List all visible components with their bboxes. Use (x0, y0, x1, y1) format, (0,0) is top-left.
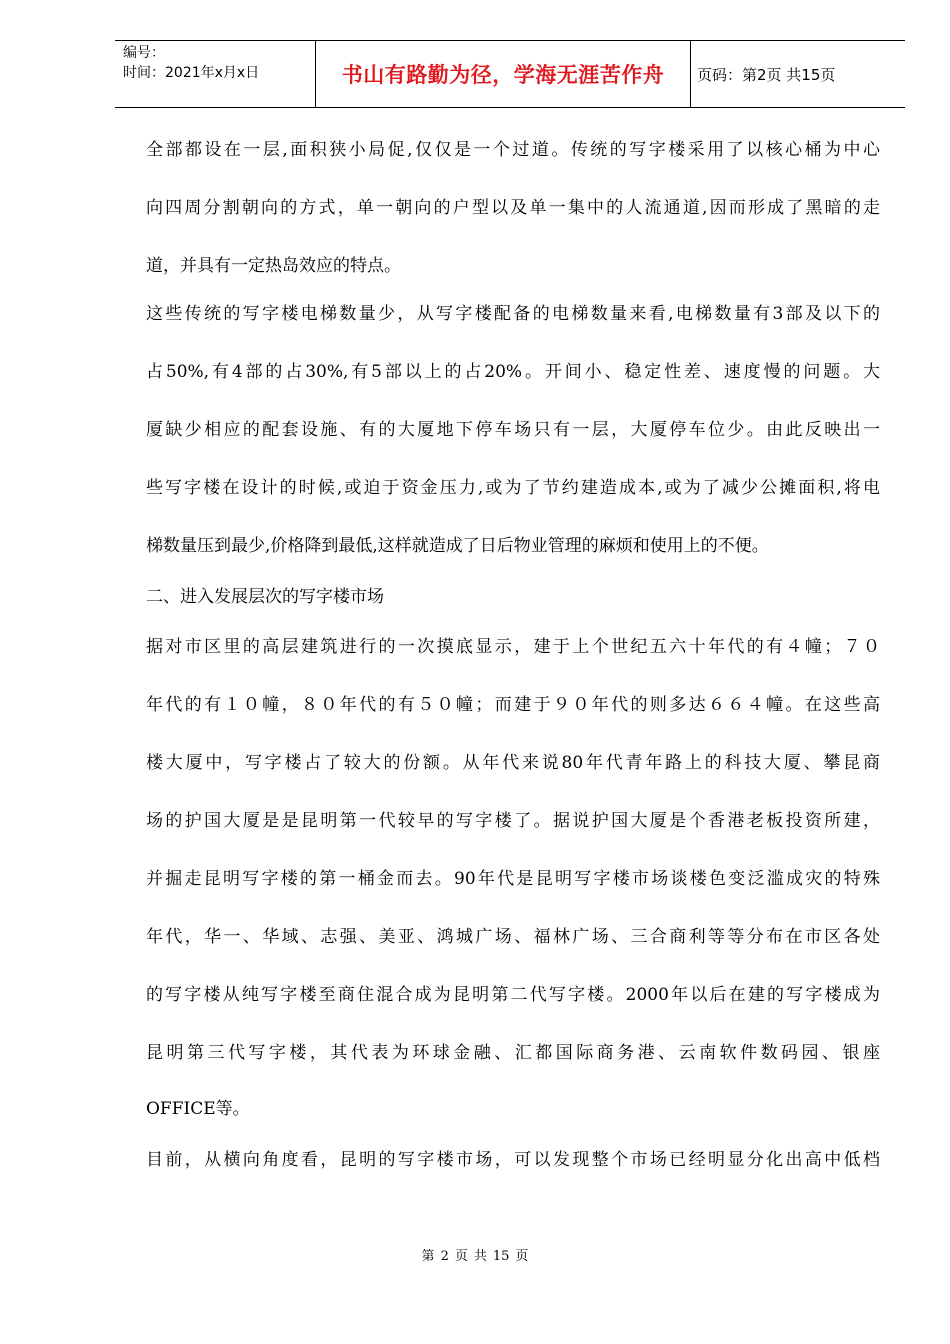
text-line: 道，并具有一定热岛效应的特点。 (146, 256, 401, 276)
footer-text: 页 (515, 1249, 529, 1264)
text-line: OFFICE等。 (146, 1099, 250, 1119)
text-line: 全部都设在一层,面积狭小局促,仅仅是一个过道。传统的写字楼采用了以核心桶为中心 (146, 140, 880, 160)
page-footer (0, 1245, 950, 1264)
header-page-code: 页码：第2页 共15页 (697, 65, 836, 84)
footer-text: 共 (473, 1249, 487, 1264)
text-line: 些写字楼在设计的时候,或迫于资金压力,或为了节约建造成本,或为了减少公摊面积,将电 (146, 478, 880, 498)
header-divider (315, 41, 316, 107)
page-header (115, 40, 905, 108)
text-line: 昆明第三代写字楼，其代表为环球金融、汇都国际商务港、云南软件数码园、银座 (146, 1043, 880, 1063)
text-line: 的写字楼从纯写字楼至商住混合成为昆明第二代写字楼。2000年以后在建的写字楼成为 (146, 985, 880, 1005)
section-heading: 二、进入发展层次的写字楼市场 (146, 587, 384, 607)
header-meta (123, 43, 259, 83)
text-line: 场的护国大厦是是昆明第一代较早的写字楼了。据说护国大厦是个香港老板投资所建， (146, 811, 880, 831)
text-line: 楼大厦中，写字楼占了较大的份额。从年代来说80年代青年路上的科技大厦、攀昆商 (146, 753, 880, 773)
header-motto: 书山有路勤为径，学海无涯苦作舟 (341, 63, 665, 87)
text-line: 并掘走昆明写字楼的第一桶金而去。90年代是昆明写字楼市场谈楼色变泛滥成灾的特殊 (146, 869, 880, 889)
text-line: 年代的有１０幢，８０年代的有５０幢；而建于９０年代的则多达６６４幢。在这些高 (146, 695, 880, 715)
footer-page-number: 2 (440, 1249, 449, 1264)
text-line: 厦缺少相应的配套设施、有的大厦地下停车场只有一层，大厦停车位少。由此反映出一 (146, 420, 880, 440)
code-label: 编号： (123, 45, 165, 61)
text-line: 目前，从横向角度看，昆明的写字楼市场，可以发现整个市场已经明显分化出高中低档 (146, 1150, 880, 1170)
text-line: 这些传统的写字楼电梯数量少，从写字楼配备的电梯数量来看,电梯数量有3部及以下的 (146, 304, 880, 324)
footer-text: 第 (421, 1249, 435, 1264)
text-line: 梯数量压到最少,价格降到最低,这样就造成了日后物业管理的麻烦和使用上的不便。 (146, 536, 769, 556)
text-line: 据对市区里的高层建筑进行的一次摸底显示，建于上个世纪五六十年代的有４幢；７０ (146, 637, 880, 657)
text-line: 占50%,有4部的占30%,有5部以上的占20%。开间小、稳定性差、速度慢的问题。大 (146, 362, 880, 382)
text-line: 向四周分割朝向的方式，单一朝向的户型以及单一集中的人流通道,因而形成了黑暗的走 (146, 198, 880, 218)
time-label: 时间：2021年x月x日 (123, 65, 260, 81)
text-line: 年代，华一、华域、志强、美亚、鸿城广场、福林广场、三合商利等等分布在市区各处 (146, 927, 880, 947)
header-divider (690, 41, 691, 107)
footer-text: 页 (454, 1249, 468, 1264)
footer-total-pages: 15 (492, 1249, 510, 1264)
